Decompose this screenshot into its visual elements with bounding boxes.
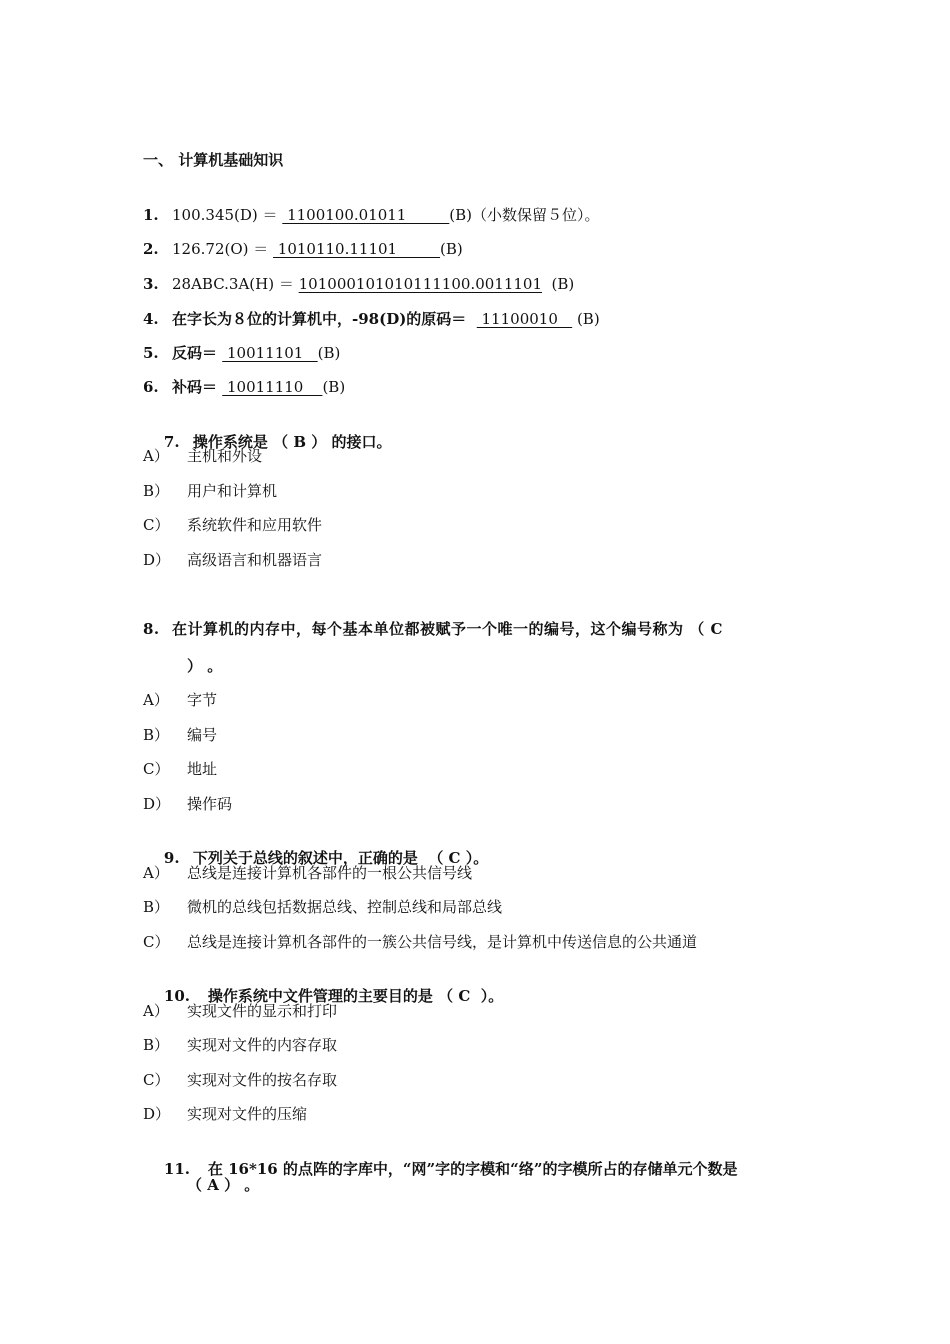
- question-number: 10.: [163, 987, 190, 1005]
- option-row: [143, 863, 472, 883]
- option-row: [143, 1035, 337, 1055]
- option-letter: B）: [143, 898, 170, 916]
- option-row: [143, 1104, 307, 1124]
- option-letter: C）: [143, 1071, 170, 1089]
- option-letter: D）: [143, 1105, 171, 1123]
- option-text: 用户和计算机: [187, 482, 278, 500]
- option-text: 高级语言和机器语言: [187, 551, 323, 569]
- option-text: 总线是连接计算机各部件的一根公共信号线: [187, 864, 473, 882]
- question-6: [143, 377, 345, 397]
- answer-blank: 10011101: [222, 344, 318, 362]
- question-number: 2.: [143, 240, 159, 258]
- question-number: 8.: [143, 620, 160, 638]
- question-text: 在 16*16 的点阵的字库中，“网”字的字模和“络”的字模所占的存储单元个数是: [207, 1160, 738, 1178]
- option-text: 地址: [187, 760, 218, 778]
- option-text: 微机的总线包括数据总线、控制总线和局部总线: [187, 898, 503, 916]
- option-letter: B）: [143, 1036, 170, 1054]
- question-number: 5.: [143, 344, 159, 362]
- question-8: [143, 619, 723, 639]
- question-number: 7.: [163, 433, 180, 451]
- option-row: [143, 794, 232, 814]
- question-number: 1.: [143, 206, 159, 224]
- question-text: 操作系统是 （ B ） 的接口。: [192, 433, 392, 451]
- question-prefix: 反码＝: [172, 344, 223, 362]
- question-prefix: 在字长为８位的计算机中，-98(D)的原码＝: [172, 310, 477, 328]
- option-letter: A）: [143, 1002, 169, 1020]
- answer-blank: 101000101010111100.0011101: [298, 275, 542, 293]
- option-letter: A）: [143, 691, 169, 709]
- option-row: [143, 759, 217, 779]
- question-prefix: 100.345(D) ＝: [172, 206, 283, 224]
- question-4: [143, 309, 600, 329]
- option-letter: C）: [143, 760, 170, 778]
- question-3: [143, 274, 574, 294]
- answer-blank: 1100100.01011: [282, 206, 450, 224]
- question-number: 9.: [163, 849, 180, 867]
- option-text: 字节: [187, 691, 218, 709]
- question-suffix: (B): [572, 310, 600, 328]
- answer-blank: 11100010: [476, 310, 573, 328]
- question-text: 下列关于总线的叙述中，正确的是 （ C ）。: [192, 849, 489, 867]
- option-row: [143, 897, 502, 917]
- question-prefix: 126.72(O) ＝: [172, 240, 274, 258]
- option-row: [143, 725, 217, 745]
- question-1: [143, 205, 600, 225]
- option-text: 实现文件的显示和打印: [187, 1002, 338, 1020]
- option-letter: C）: [143, 933, 170, 951]
- question-text: 操作系统中文件管理的主要目的是 （ C ）。: [207, 987, 504, 1005]
- option-row: [143, 690, 217, 710]
- option-text: 实现对文件的按名存取: [187, 1071, 338, 1089]
- option-letter: D）: [143, 551, 171, 569]
- question-text: 在计算机的内存中，每个基本单位都被赋予一个唯一的编号，这个编号称为 （ C: [172, 620, 723, 638]
- option-row: [143, 1070, 337, 1090]
- option-letter: C）: [143, 516, 170, 534]
- answer-blank: 10011110: [222, 378, 323, 396]
- question-suffix: (B): [440, 240, 463, 258]
- question-suffix: (B): [322, 378, 346, 396]
- option-row: [143, 932, 697, 952]
- question-5: [143, 343, 340, 363]
- question-prefix: 补码＝: [172, 378, 223, 396]
- question-8-continuation: ） 。: [187, 657, 223, 675]
- option-row: [143, 446, 262, 466]
- option-letter: B）: [143, 482, 170, 500]
- question-suffix: (B): [317, 344, 341, 362]
- option-text: 操作码: [187, 795, 233, 813]
- option-row: [143, 515, 322, 535]
- question-suffix: (B): [542, 275, 575, 293]
- question-number: 11.: [163, 1160, 190, 1178]
- option-row: [143, 1001, 337, 1021]
- question-number: 4.: [143, 310, 159, 328]
- option-text: 主机和外设: [187, 447, 263, 465]
- option-row: [143, 481, 277, 501]
- option-row: [143, 550, 322, 570]
- answer-blank: 1010110.11101: [273, 240, 441, 258]
- option-letter: D）: [143, 795, 171, 813]
- option-text: 总线是连接计算机各部件的一簇公共信号线，是计算机中传送信息的公共通道: [187, 933, 698, 951]
- question-suffix: (B)（小数保留５位）。: [449, 206, 600, 224]
- option-text: 实现对文件的压缩: [187, 1105, 308, 1123]
- option-letter: A）: [143, 447, 169, 465]
- option-letter: B）: [143, 726, 170, 744]
- option-text: 系统软件和应用软件: [187, 516, 323, 534]
- option-text: 实现对文件的内容存取: [187, 1036, 338, 1054]
- question-number: 3.: [143, 275, 159, 293]
- section-title: 一、 计算机基础知识: [143, 151, 284, 169]
- option-letter: A）: [143, 864, 169, 882]
- option-text: 编号: [187, 726, 218, 744]
- question-2: [143, 239, 463, 259]
- question-prefix: 28ABC.3A(H) ＝: [172, 275, 299, 293]
- question-number: 6.: [143, 378, 159, 396]
- question-11-continuation: （ A ） 。: [187, 1176, 260, 1194]
